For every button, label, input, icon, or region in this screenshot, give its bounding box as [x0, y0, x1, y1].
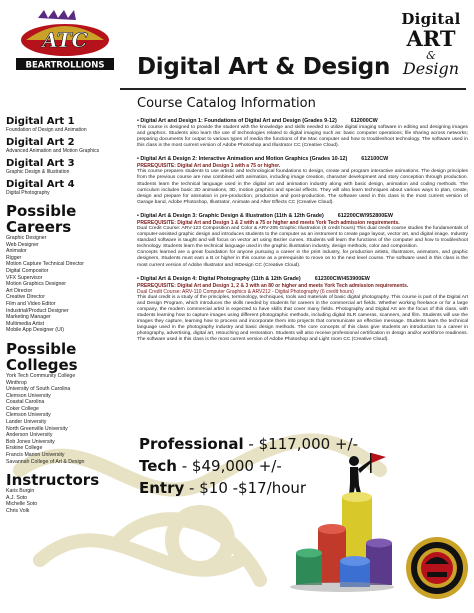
college-item: North Greenville University [6, 425, 68, 432]
header-divider [120, 88, 466, 90]
catalog-entry-2 [137, 156, 468, 206]
college-item: Erskine College [6, 445, 43, 452]
instructors-heading: Instructors [6, 471, 100, 490]
entry-heading [137, 213, 468, 220]
college-item: Anderson University [6, 432, 53, 439]
course-code: 612100CW [361, 156, 389, 163]
entry-heading [137, 118, 468, 125]
course-title: Digital Art 1 [6, 116, 75, 127]
course-code: 612300CW/453900EW [314, 275, 370, 282]
course-catalog [137, 96, 468, 350]
entry-description: This course prepares students to use artistic and technological foundations to design, create and program interactive animations. The design principles from the previous course are now combined with animation, including image creation, character development and story conception through production. Students learn the technical language used in the digital art and animation industry along with basic design, animation and coding methods. The curriculum includes basic 2D animations, 3D, motion graphics and special effects. They will also learn techniques about various ways to plan, create, design and prepare for animation in pre-production, production and post-production. The software used in this class is the most current version of Garage band, Adobe Photoshop, Illustrator, Animate and After Effects CC (Creative Cloud). [137, 169, 468, 205]
entry-heading [137, 276, 468, 283]
career-item: Mobile App Designer (UI) [6, 327, 64, 334]
catalog-heading: Course Catalog Information [137, 96, 316, 111]
badge-line-4: Design [402, 59, 460, 78]
college-item: Winthrop [6, 379, 27, 386]
instructor-item: Chris Volk [6, 508, 30, 514]
career-item: Motion Capture Technical Director [6, 261, 85, 268]
entry-title: • Digital Art & Design 3: Graphic Design & Illustration (11th & 12th Grade) [137, 212, 324, 219]
college-item: Coastal Carolina [6, 399, 45, 406]
career-item: Web Designer [6, 241, 39, 248]
school-seal [405, 536, 469, 600]
entry-prerequisite: PREREQUISITE: Digital Art and Design 1 with a 75 or higher. [137, 163, 281, 170]
logo-subtext: BEARTROLLIONS [25, 60, 105, 71]
course-subtitle: Digital Photography [6, 190, 50, 196]
entry-dual-credit: Dual Credit Course: ARV-110 Computer Graphics & ARV212 - Digital Photography (6 credit hours) [137, 288, 354, 295]
sidebar-course-4 [6, 179, 130, 196]
course-subtitle: Advanced Animation and Motion Graphics [6, 148, 100, 154]
digital-art-design-badge [396, 10, 466, 77]
badge-line-3: & [426, 49, 436, 62]
instructor-item: A.J. Soto [6, 494, 28, 501]
careers-heading: Possible Careers [6, 202, 77, 236]
colleges-list [6, 373, 130, 465]
entry-heading [137, 156, 468, 163]
career-item: Art Director [6, 287, 33, 294]
college-item: Clemson University [6, 412, 51, 419]
college-item: Savannah College of Art & Design [6, 458, 85, 465]
career-item: Film and Video Editor [6, 300, 56, 307]
career-item: Digital Compositor [6, 267, 49, 274]
instructors-list [6, 488, 130, 514]
college-item: Bob Jones University [6, 438, 55, 445]
chart-columns [290, 492, 394, 592]
entry-description: This course is designed to provide the student with the knowledge and skills needed to utilize digital imaging software in editing and designing images and graphics. Students also learn the use of technologies related to digital imaging such as: basic computer operations; file sharing across networks; preparing documents for output to various types of media the functions of the Mac computer and how to troubleshoot technology. The software used in this class is the most current version of Adobe Photoshop and Illustrator CC (Creative Cloud). [137, 125, 468, 149]
college-item: York Tech Community College [6, 372, 76, 379]
catalog-entry-1 [137, 118, 468, 149]
entry-title: • Digital Art & Design 4: Digital Photography (11th & 12th Grade) [137, 275, 301, 282]
salary-label: Tech [139, 457, 177, 475]
course-code: 612200CW/952800EW [337, 212, 393, 219]
entry-prerequisite: PREREQUISITE: Digital Art and Design 1, 2 & 3 with an 80 or higher and meets York Tech admission requirements. [137, 282, 409, 289]
career-item: Animator [6, 248, 27, 255]
atc-beartrollions-logo [10, 10, 120, 72]
college-item: Francis Marion University [6, 452, 65, 459]
entry-title: • Digital Art and Design 1: Foundations of Digital Art and Design (Grades 9-12) [137, 118, 337, 124]
sidebar-course-2 [6, 137, 130, 154]
career-item: Creative Director [6, 294, 45, 301]
salary-amount: - $49,000 +/- [176, 457, 282, 475]
badge-line-1: Digital [401, 10, 461, 28]
college-item: University of South Carolina [6, 386, 71, 393]
entry-dual-credit: Dual Credit Course: ARV-123 Composition and Color & ARV-205 Graphic Illustration (6 credit hours) This dual credit course studies the fundamentals of computer-assisted graphic design and introduces students to the computer as an instrument to create page layout, vector art, and digital image. Industry standard software is taught and will focus on vector art using Bezier curves. Students will learn the functions of the computer and how to troubleshoot technology. Students learn the technical language used in the graphic illustration industry, design methods, color and composition. [137, 225, 468, 250]
career-item: Graphic Designer [6, 235, 47, 241]
college-item: Coker College [6, 405, 39, 412]
figure-with-flag-icon [349, 453, 386, 497]
logo-text: ATC [42, 28, 88, 52]
entry-title: • Digital Art & Design 2: Interactive Animation and Motion Graphics (Grades 10-12) [137, 156, 348, 163]
colleges-heading: Possible Colleges [6, 339, 78, 374]
instructor-item: Karis Burgin [6, 488, 35, 495]
course-title: Digital Art 4 [6, 179, 75, 190]
course-subtitle: Foundation of Design and Animation [6, 127, 87, 133]
course-subtitle: Graphic Design & Illustration [6, 169, 70, 175]
careers-list [6, 235, 130, 334]
sidebar [6, 116, 130, 515]
entry-description: Concepts learned are a great foundation for anyone pursuing a career in the print industry, for production artists, illustrators, animators, and graphic designers. Students must earn a B or higher in this course as a prerequisite to move on to the next level course. The software used in this class is the most current version of Adobe Illustrator and InDesign CC (Creative Cloud). [137, 250, 468, 268]
instructor-item: Michelle Soto [6, 501, 38, 508]
career-item: Motion Graphics Designer [6, 281, 66, 288]
career-item: VFX Supervisor [6, 274, 43, 281]
course-title: Digital Art 2 [6, 137, 75, 148]
salary-amount: - $117,000 +/- [243, 435, 358, 453]
career-item: Rigger [6, 254, 22, 261]
badge-line-2: ART [406, 26, 456, 51]
sidebar-course-1 [6, 116, 130, 133]
sidebar-course-3 [6, 158, 130, 175]
salary-amount: - $10 -$17/hour [184, 479, 307, 497]
entry-prerequisite: PREREQUISITE: Digital Art and Design 1 & 2 with a 75 or higher and meets York Tech admission requirements. [137, 219, 400, 226]
catalog-entry-3 [137, 213, 468, 269]
career-item: Multimedia Artist [6, 320, 45, 327]
career-item: Industrial/Product Designer [6, 307, 69, 314]
catalog-entry-4 [137, 276, 468, 344]
success-bar-chart-illustration [282, 451, 397, 593]
course-code: 612000CW [350, 118, 378, 124]
page-title: Digital Art & Design [137, 54, 391, 80]
career-item: Marketing Manager [6, 314, 51, 321]
college-item: Lander University [6, 419, 47, 426]
college-item: Clemson University [6, 392, 51, 399]
salary-label: Entry [139, 479, 185, 497]
salary-label: Professional [139, 435, 244, 453]
course-title: Digital Art 3 [6, 158, 75, 169]
entry-description: This dual credit is a study of the principles, terminology, techniques, tools and materials of basic digital photography. This course is part of the Digital Art and Design Program, which introduces the skills needed by students for careers in the commercial art fields. Whether working freelance or for a large company, the modern commercial artist is expected to have skills that cover many fields. Photography and Digital Art are the focus of this class, with students learning how to capture images using different photographic methods, including digital SLR cameras, scanners, and film. Students will use the images they capture, learning how to process and incorporate them into projects that communicate an effective message. Students learn the technical language used in the photography industry and basic design methods. The core concepts of this class give students an introduction to a career in photography, advertising, digital art, retouching and restoration. Students will also receive professional certification in design and/or workforce readiness. The software used in this class is the most current version of Adobe Photoshop and Light room CC (Creative Cloud). [137, 294, 468, 343]
